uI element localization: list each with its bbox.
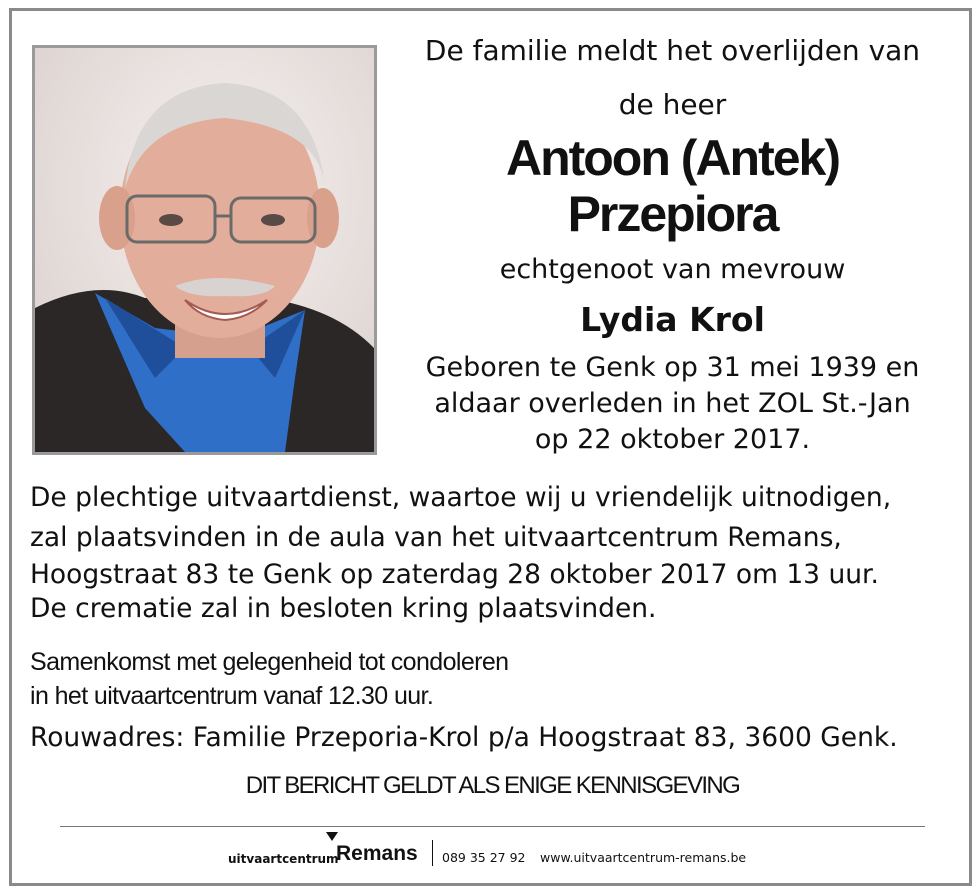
service-details <box>30 478 891 626</box>
service-line: De plechtige uitvaartdienst, waartoe wij u vriendelijk uitnodigen, <box>30 482 892 513</box>
mourning-address: Rouwadres: Familie Przeporia-Krol p/a Hoogstraat 83, 3600 Genk. <box>30 722 898 753</box>
detail-line: op 22 oktober 2017. <box>534 424 811 455</box>
brand-triangle-icon <box>326 832 338 841</box>
footer-separator <box>432 840 433 866</box>
deceased-title: de heer <box>618 88 727 121</box>
condolence-line: in het uitvaartcentrum vanaf 12.30 uur. <box>30 682 434 710</box>
deceased-name <box>400 130 945 242</box>
spouse-intro: echtgenoot van mevrouw <box>499 254 846 285</box>
spouse-name: Lydia Krol <box>580 300 765 339</box>
footer-divider <box>60 826 925 827</box>
condolence-details <box>30 645 509 713</box>
birth-death-details <box>400 350 945 458</box>
brand-name: Remans <box>336 842 418 865</box>
website-link[interactable]: www.uitvaartcentrum-remans.be <box>540 850 747 865</box>
service-line: zal plaatsvinden in de aula van het uitvaartcentrum Remans, <box>30 522 842 553</box>
announcement-intro: De familie meldt het overlijden van <box>424 34 921 67</box>
brand-subtitle: uitvaartcentrum <box>228 852 339 866</box>
service-line: Hoogstraat 83 te Genk op zaterdag 28 oktober 2017 om 13 uur. <box>30 559 879 590</box>
deceased-name-line: Przepiora <box>567 186 778 242</box>
condolence-line: Samenkomst met gelegenheid tot condoleren <box>30 648 509 676</box>
portrait-photo <box>32 45 377 455</box>
phone-number: 089 35 27 92 <box>442 850 526 865</box>
closing-notice: DIT BERICHT GELDT ALS ENIGE KENNISGEVING <box>245 772 740 799</box>
detail-line: aldaar overleden in het ZOL St.-Jan <box>434 388 911 419</box>
service-line: De crematie zal in besloten kring plaatsvinden. <box>30 593 657 624</box>
detail-line: Geboren te Genk op 31 mei 1939 en <box>425 352 920 383</box>
deceased-name-line: Antoon (Antek) <box>505 130 840 186</box>
